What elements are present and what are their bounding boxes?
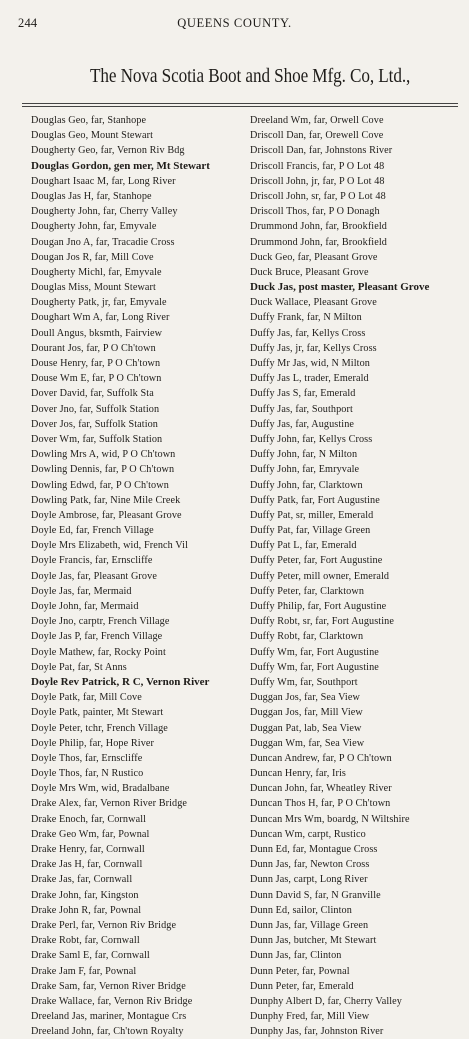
directory-entry: Dougherty Geo, far, Vernon Riv Bdg (31, 145, 185, 157)
directory-entry: Duffy John, far, Clarktown (250, 479, 363, 491)
directory-entry: Duck Wallace, Pleasant Grove (250, 297, 377, 309)
directory-entry: Duffy Mr Jas, wid, N Milton (250, 358, 370, 369)
directory-entry: Driscoll Francis, far, P O Lot 48 (250, 160, 385, 172)
directory-entry: Duck Geo, far, Pleasant Grove (250, 251, 378, 263)
directory-entry: Dowling Mrs A, wid, P O Ch'town (31, 449, 176, 461)
directory-entry: Dover David, far, Suffolk Sta (31, 388, 154, 400)
county-title: QUEENS COUNTY. (177, 16, 292, 30)
directory-entry: Duck Bruce, Pleasant Grove (250, 266, 369, 278)
directory-entry: Duffy Patk, far, Fort Augustine (250, 494, 380, 506)
directory-entry: Dover Jos, far, Suffolk Station (31, 418, 159, 430)
directory-entry: Drake Alex, far, Vernon River Bridge (31, 798, 188, 810)
directory-entry: Doughart Wm A, far, Long River (31, 312, 170, 324)
directory-entry: Drake Geo Wm, far, Pownal (31, 828, 150, 840)
page-header (0, 16, 469, 30)
directory-entry: Dougherty John, far, Cherry Valley (31, 206, 178, 218)
directory-column-right (250, 113, 469, 1039)
directory-entry: Duffy Jas S, far, Emerald (250, 388, 356, 400)
directory-entry: Douglas Gordon, gen mer, Mt Stewart (31, 159, 210, 172)
directory-entry: Duncan Henry, far, Iris (250, 768, 346, 780)
directory-entry: Douglas Geo, Mount Stewart (31, 130, 154, 142)
directory-entry: Doyle Mathew, far, Rocky Point (31, 646, 166, 658)
directory-entry: Doyle Mrs Wm, wid, Bradalbane (31, 783, 170, 795)
directory-entry: Drake Robt, far, Cornwall (31, 935, 140, 947)
directory-entry: Dougherty Michl, far, Emyvale (31, 266, 162, 278)
directory-entry: Dreeland Jas, mariner, Montague Crs (31, 1011, 187, 1023)
directory-entry: Dunn Jas, carpt, Long River (250, 874, 368, 886)
directory-entry: Driscoll Thos, far, P O Donagh (250, 206, 380, 218)
directory-entry: Dunn Ed, far, Montague Cross (250, 844, 378, 855)
directory-entry: Drake Henry, far, Cornwall (31, 844, 145, 855)
directory-entry: Duffy Wm, far, Fort Augustine (250, 661, 379, 673)
directory-entry: Duffy John, far, Emryvale (250, 464, 360, 476)
directory-entry: Duncan Thos H, far, P O Ch'town (250, 798, 391, 810)
directory-entry: Duffy Jas, far, Augustine (250, 418, 355, 430)
directory-entry: Duggan Wm, far, Sea View (250, 737, 365, 749)
directory-entry: Dougan Jos R, far, Mill Cove (31, 251, 154, 263)
page-number: 244 (18, 16, 38, 30)
directory-entry: Driscoll John, sr, far, P O Lot 48 (250, 190, 386, 202)
directory-entry: Duggan Pat, lab, Sea View (250, 722, 362, 734)
directory-entry: Dunn Jas, far, Village Green (250, 919, 369, 931)
directory-entry: Douglas Miss, Mount Stewart (31, 282, 156, 294)
directory-entry: Drake John R, far, Pownal (31, 904, 142, 916)
directory-entry: Dunn Jas, far, Clinton (250, 950, 342, 962)
directory-entry: Doyle Ambrose, far, Pleasant Grove (31, 509, 182, 521)
directory-entry: Dourant Jos, far, P O Ch'town (31, 342, 156, 354)
directory-entry: Doyle Philip, far, Hope River (31, 737, 155, 749)
directory-entry: Doyle Francis, far, Ernscliffe (31, 555, 153, 567)
directory-entry: Duffy Wm, far, Southport (250, 676, 358, 688)
directory-entry: Doyle Jno, carptr, French Village (31, 616, 170, 628)
banner-rule (22, 103, 458, 107)
directory-entry: Dowling Edwd, far, P O Ch'town (31, 479, 169, 491)
directory-entry: Duncan Andrew, far, P O Ch'town (250, 752, 392, 764)
directory-entry: Dougherty John, far, Emyvale (31, 221, 157, 233)
directory-entry: Drake Jam F, far, Pownal (31, 965, 137, 977)
directory-entry: Duck Jas, post master, Pleasant Grove (250, 281, 430, 294)
directory-entry: Duffy Pat L, far, Emerald (250, 540, 357, 552)
directory-entry: Duggan Jos, far, Mill View (250, 707, 363, 719)
directory-entry: Drake Saml E, far, Cornwall (31, 950, 150, 962)
directory-entry: Doyle Mrs Elizabeth, wid, French Vil (31, 540, 188, 552)
directory-entry: Doyle Jas, far, Pleasant Grove (31, 570, 157, 582)
directory-entry: Dreeland John, far, Ch'town Royalty (31, 1026, 184, 1038)
directory-entry: Dunphy Fred, far, Mill View (250, 1011, 370, 1023)
directory-entry: Drake Jas, far, Cornwall (31, 874, 133, 886)
directory-entry: Douse Henry, far, P O Ch'town (31, 358, 161, 369)
directory-entry: Doyle Jas P, far, French Village (31, 631, 163, 643)
directory-entry: Duffy Wm, far, Fort Augustine (250, 646, 379, 658)
directory-entry: Doughart Isaac M, far, Long River (31, 175, 176, 187)
directory-entry: Drake Sam, far, Vernon River Bridge (31, 980, 186, 992)
directory-entry: Dunn David S, far, N Granville (250, 889, 381, 901)
directory-entry: Duffy Jas L, trader, Emerald (250, 373, 369, 385)
directory-entry: Dunn Jas, far, Newton Cross (250, 859, 370, 871)
directory-entry: Dover Wm, far, Suffolk Station (31, 433, 163, 445)
directory-entry: Douse Wm E, far, P O Ch'town (31, 373, 162, 385)
directory-column-left (31, 113, 255, 1039)
directory-entry: Dunn Peter, far, Pownal (250, 965, 350, 977)
directory-entry: Doyle Peter, tchr, French Village (31, 722, 168, 734)
directory-entry: Dunn Jas, butcher, Mt Stewart (250, 935, 377, 947)
directory-entry: Drummond John, far, Brookfield (250, 236, 387, 248)
directory-entry: Dowling Patk, far, Nine Mile Creek (31, 494, 181, 506)
directory-entry: Dover Jno, far, Suffolk Station (31, 403, 160, 415)
directory-entry: Driscoll John, jr, far, P O Lot 48 (250, 175, 385, 187)
directory-entry: Duffy Robt, far, Clarktown (250, 631, 364, 643)
directory-entry: Duggan Jos, far, Sea View (250, 692, 360, 704)
directory-entry: Duffy Jas, far, Kellys Cross (250, 327, 366, 339)
directory-entry: Duncan Mrs Wm, boardg, N Wiltshire (250, 813, 410, 825)
directory-entry: Duffy Peter, far, Clarktown (250, 585, 365, 597)
directory-entry: Duffy Peter, mill owner, Emerald (250, 570, 390, 582)
directory-entry: Doyle Thos, far, N Rustico (31, 768, 144, 780)
directory-entry: Dunphy Albert D, far, Cherry Valley (250, 995, 403, 1007)
directory-entry: Dougan Jno A, far, Tracadie Cross (31, 236, 175, 248)
directory-entry: Driscoll Dan, far, Johnstons River (250, 145, 393, 157)
directory-entry: Dougherty Patk, jr, far, Emyvale (31, 297, 167, 309)
directory-entry: Dunn Peter, far, Emerald (250, 980, 354, 992)
directory-entry: Douglas Geo, far, Stanhope (31, 115, 147, 126)
directory-entry: Duffy Pat, far, Village Green (250, 525, 371, 537)
directory-entry: Duffy Jas, jr, far, Kellys Cross (250, 342, 377, 354)
directory-entry: Drummond John, far, Brookfield (250, 221, 387, 233)
directory-entry: Driscoll Dan, far, Orewell Cove (250, 130, 384, 142)
directory-entry: Duncan Wm, carpt, Rustico (250, 828, 366, 840)
directory-entry: Doyle Pat, far, St Anns (31, 661, 127, 673)
directory-entry: Doyle John, far, Mermaid (31, 601, 139, 612)
directory-entry: Douglas Jas H, far, Stanhope (31, 190, 152, 202)
directory-entry: Duncan John, far, Wheatley River (250, 783, 392, 795)
directory-entry: Duffy Jas, far, Southport (250, 403, 353, 415)
directory-entry: Duffy John, far, Kellys Cross (250, 433, 373, 445)
directory-entry: Drake Enoch, far, Cornwall (31, 813, 147, 825)
directory-entry: Drake Wallace, far, Vernon Riv Bridge (31, 995, 193, 1007)
directory-entry: Duffy John, far, N Milton (250, 449, 358, 461)
directory-entry: Drake John, far, Kingston (31, 889, 139, 901)
directory-entry: Doyle Patk, painter, Mt Stewart (31, 707, 164, 719)
directory-entry: Duffy Philip, far, Fort Augustine (250, 601, 387, 612)
directory-entry: Doyle Jas, far, Mermaid (31, 585, 132, 597)
directory-entry: Drake Perl, far, Vernon Riv Bridge (31, 919, 177, 931)
directory-entry: Drake Jas H, far, Cornwall (31, 859, 143, 871)
directory-entry: Doyle Patk, far, Mill Cove (31, 692, 142, 704)
directory-entry: Dowling Dennis, far, P O Ch'town (31, 464, 175, 476)
directory-entry: Duffy Frank, far, N Milton (250, 312, 362, 324)
directory-entry: Doull Angus, bksmth, Fairview (31, 327, 163, 339)
directory-entry: Doyle Rev Patrick, R C, Vernon River (31, 675, 210, 688)
directory-entry: Dreeland Wm, far, Orwell Cove (250, 115, 384, 126)
directory-entry: Duffy Pat, sr, miller, Emerald (250, 509, 374, 521)
directory-entry: Dunphy Jas, far, Johnston River (250, 1026, 384, 1038)
advertisement-banner: The Nova Scotia Boot and Shoe Mfg. Co, Ltd., (90, 66, 411, 87)
directory-entry: Dunn Ed, sailor, Clinton (250, 904, 352, 916)
directory-entry: Duffy Robt, sr, far, Fort Augustine (250, 616, 394, 628)
directory-entry: Doyle Thos, far, Ernscliffe (31, 752, 143, 764)
directory-entry: Duffy Peter, far, Fort Augustine (250, 555, 383, 567)
directory-entry: Doyle Ed, far, French Village (31, 525, 154, 537)
